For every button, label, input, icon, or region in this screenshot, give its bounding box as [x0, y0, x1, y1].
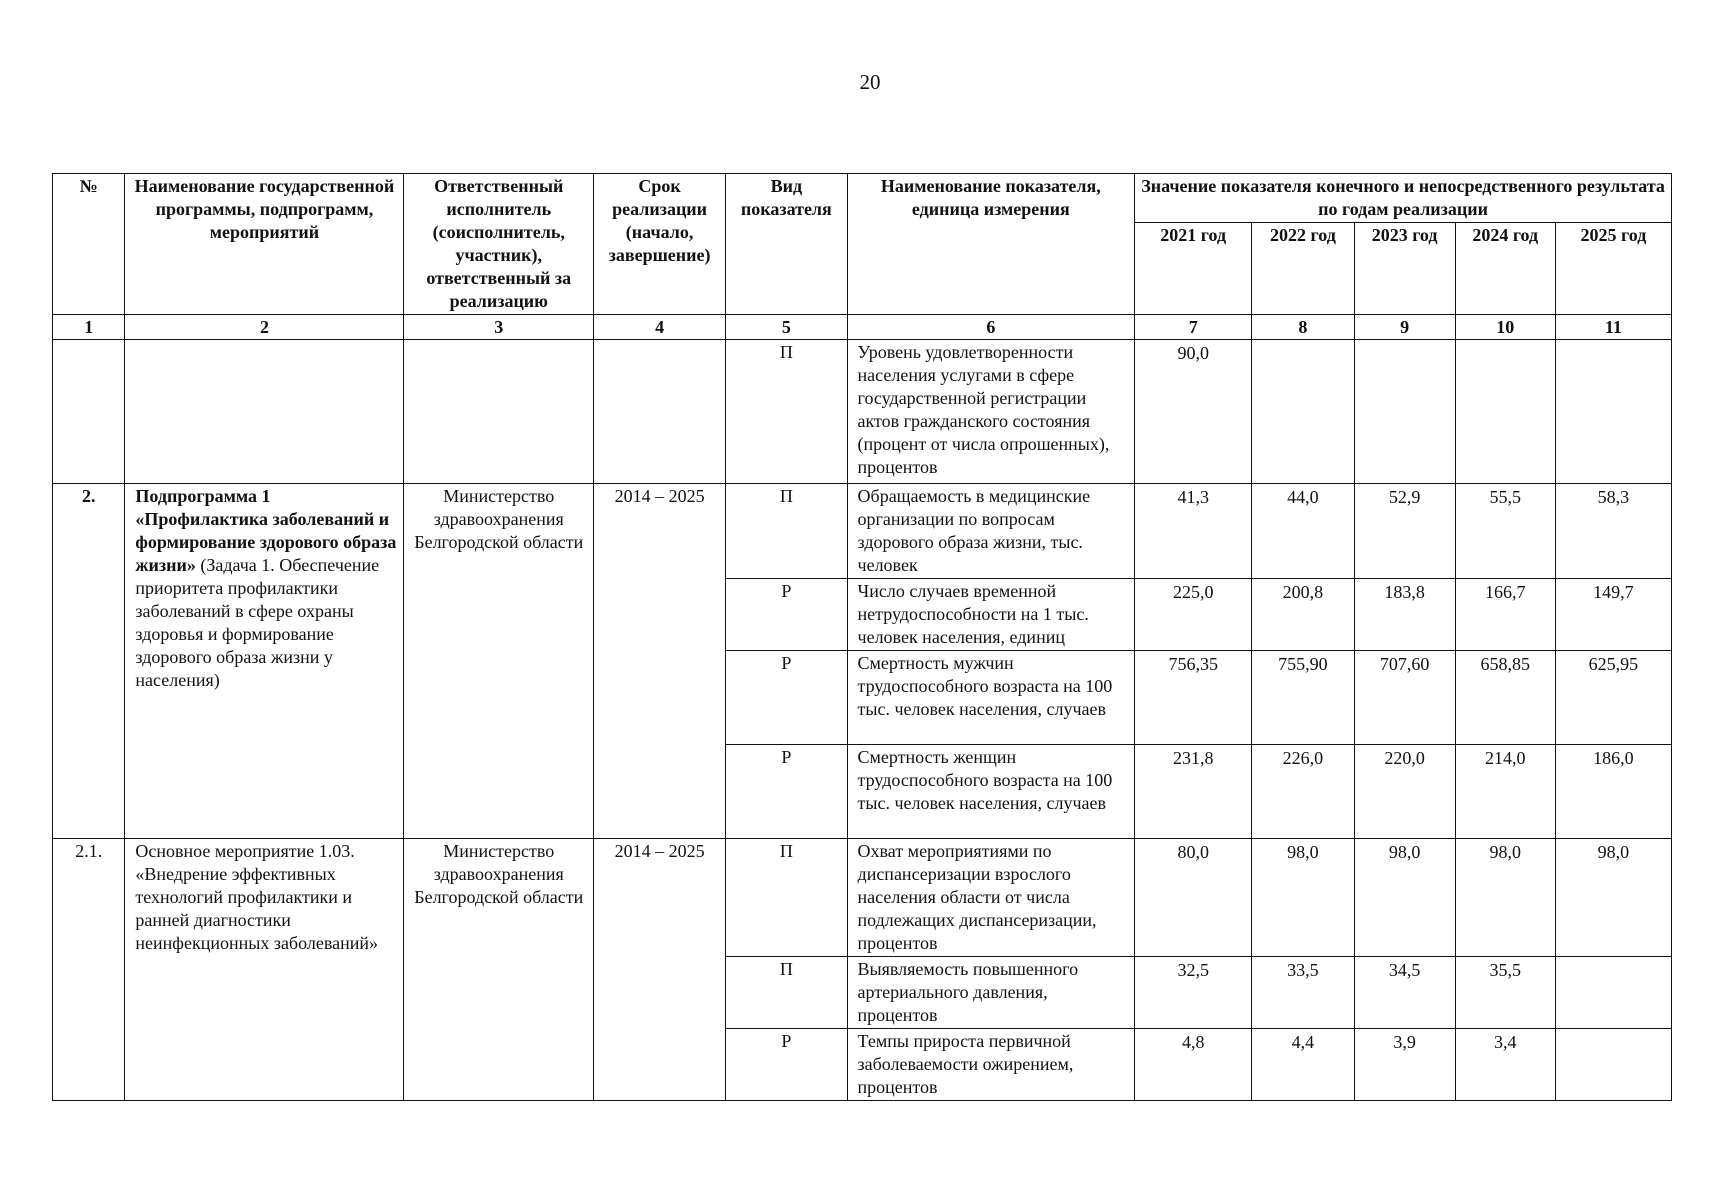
indicator-kind: П [726, 839, 847, 957]
indicator-value [1354, 340, 1455, 484]
indicator-value: 186,0 [1555, 745, 1671, 839]
header-year: 2024 год [1455, 223, 1555, 315]
indicator-value [1555, 1029, 1671, 1101]
header-kind: Вид показателя [726, 174, 847, 315]
implementation-term: 2014 – 2025 [594, 484, 726, 839]
responsible-executor: Министерство здравоохранения Белгородской области [404, 484, 594, 839]
indicator-value [1555, 340, 1671, 484]
subprogram-title-bold: Подпрограмма 1 «Профилактика заболеваний и формирование здорового образа жизни» [135, 486, 397, 575]
indicator-value: 4,4 [1252, 1029, 1354, 1101]
responsible-executor: Министерство здравоохранения Белгородской области [404, 839, 594, 1101]
indicator-value: 34,5 [1354, 957, 1455, 1029]
implementation-term: 2014 – 2025 [594, 839, 726, 1101]
indicator-value: 4,8 [1135, 1029, 1252, 1101]
indicator-kind: Р [726, 579, 847, 651]
header-row [53, 174, 1672, 223]
table-row [53, 839, 1672, 957]
indicator-kind: П [726, 957, 847, 1029]
indicator-value: 166,7 [1455, 579, 1555, 651]
indicator-value: 32,5 [1135, 957, 1252, 1029]
indicator-kind: П [726, 340, 847, 484]
header-no: № [53, 174, 125, 315]
header-year: 2021 год [1135, 223, 1252, 315]
indicator-value: 756,35 [1135, 651, 1252, 745]
header-year: 2022 год [1252, 223, 1354, 315]
header-executor: Ответственный исполнитель (соисполнитель, участник), ответственный за реализацию [404, 174, 594, 315]
indicator-value: 149,7 [1555, 579, 1671, 651]
indicator-value [1455, 340, 1555, 484]
indicator-kind: Р [726, 651, 847, 745]
column-number: 10 [1455, 315, 1555, 340]
indicator-kind: Р [726, 1029, 847, 1101]
indicator-kind: П [726, 484, 847, 579]
page-number: 20 [859, 70, 881, 94]
table-row [53, 340, 1672, 484]
indicator-name: Число случаев временной нетрудоспособности на 1 тыс. человек населения, единиц [847, 579, 1135, 651]
indicator-value: 90,0 [1135, 340, 1252, 484]
header-indicator: Наименование показателя, единица измерения [847, 174, 1135, 315]
indicator-value: 35,5 [1455, 957, 1555, 1029]
indicator-kind: Р [726, 745, 847, 839]
indicator-value: 3,4 [1455, 1029, 1555, 1101]
column-number: 5 [726, 315, 847, 340]
header-values-group: Значение показателя конечного и непосредственного результата по годам реализации [1135, 174, 1672, 223]
header-term: Срок реализации (начало, завершение) [594, 174, 726, 315]
indicator-value: 707,60 [1354, 651, 1455, 745]
indicator-value: 52,9 [1354, 484, 1455, 579]
column-numbers-row [53, 315, 1672, 340]
subprogram-title [125, 484, 404, 839]
indicator-name: Смертность мужчин трудоспособного возраста на 100 тыс. человек населения, случаев [847, 651, 1135, 745]
column-number: 3 [404, 315, 594, 340]
indicator-name: Уровень удовлетворенности населения услугами в сфере государственной регистрации актов гражданского состояния (процент от числа опрошенных), процентов [847, 340, 1135, 484]
indicator-value: 80,0 [1135, 839, 1252, 957]
indicators-table [52, 173, 1672, 1101]
header-year: 2023 год [1354, 223, 1455, 315]
indicator-value: 225,0 [1135, 579, 1252, 651]
indicator-value: 98,0 [1555, 839, 1671, 957]
row-number: 2.1. [53, 839, 125, 1101]
column-number: 11 [1555, 315, 1671, 340]
indicator-value: 98,0 [1252, 839, 1354, 957]
indicator-value: 3,9 [1354, 1029, 1455, 1101]
indicator-value: 214,0 [1455, 745, 1555, 839]
indicator-value: 98,0 [1455, 839, 1555, 957]
indicator-name: Выявляемость повышенного артериального давления, процентов [847, 957, 1135, 1029]
subprogram-task: (Задача 1. Обеспечение приоритета профилактики заболеваний в сфере охраны здоровья и формирование здорового образа жизни у населения) [135, 555, 380, 690]
column-number: 1 [53, 315, 125, 340]
indicator-name: Темпы прироста первичной заболеваемости ожирением, процентов [847, 1029, 1135, 1101]
row-number: 2. [53, 484, 125, 839]
column-number: 2 [125, 315, 404, 340]
indicator-value: 220,0 [1354, 745, 1455, 839]
indicator-value: 625,95 [1555, 651, 1671, 745]
indicator-value: 200,8 [1252, 579, 1354, 651]
indicator-value: 44,0 [1252, 484, 1354, 579]
column-number: 4 [594, 315, 726, 340]
header-name: Наименование государственной программы, подпрограмм, мероприятий [125, 174, 404, 315]
indicator-name: Обращаемость в медицинские организации по вопросам здорового образа жизни, тыс. человек [847, 484, 1135, 579]
indicator-name: Охват мероприятиями по диспансеризации взрослого населения области от числа подлежащих диспансеризации, процентов [847, 839, 1135, 957]
indicator-value: 58,3 [1555, 484, 1671, 579]
indicator-value: 183,8 [1354, 579, 1455, 651]
column-number: 8 [1252, 315, 1354, 340]
indicator-value [1555, 957, 1671, 1029]
indicator-value: 231,8 [1135, 745, 1252, 839]
indicator-name: Смертность женщин трудоспособного возраста на 100 тыс. человек населения, случаев [847, 745, 1135, 839]
header-year: 2025 год [1555, 223, 1671, 315]
column-number: 6 [847, 315, 1135, 340]
indicator-value: 33,5 [1252, 957, 1354, 1029]
indicator-value: 98,0 [1354, 839, 1455, 957]
indicator-value: 55,5 [1455, 484, 1555, 579]
column-number: 7 [1135, 315, 1252, 340]
indicator-value [1252, 340, 1354, 484]
indicator-value: 226,0 [1252, 745, 1354, 839]
indicator-value: 41,3 [1135, 484, 1252, 579]
table-row [53, 484, 1672, 579]
activity-title: Основное мероприятие 1.03. «Внедрение эффективных технологий профилактики и ранней диагностики неинфекционных заболеваний» [125, 839, 404, 1101]
indicator-value: 658,85 [1455, 651, 1555, 745]
column-number: 9 [1354, 315, 1455, 340]
indicator-value: 755,90 [1252, 651, 1354, 745]
